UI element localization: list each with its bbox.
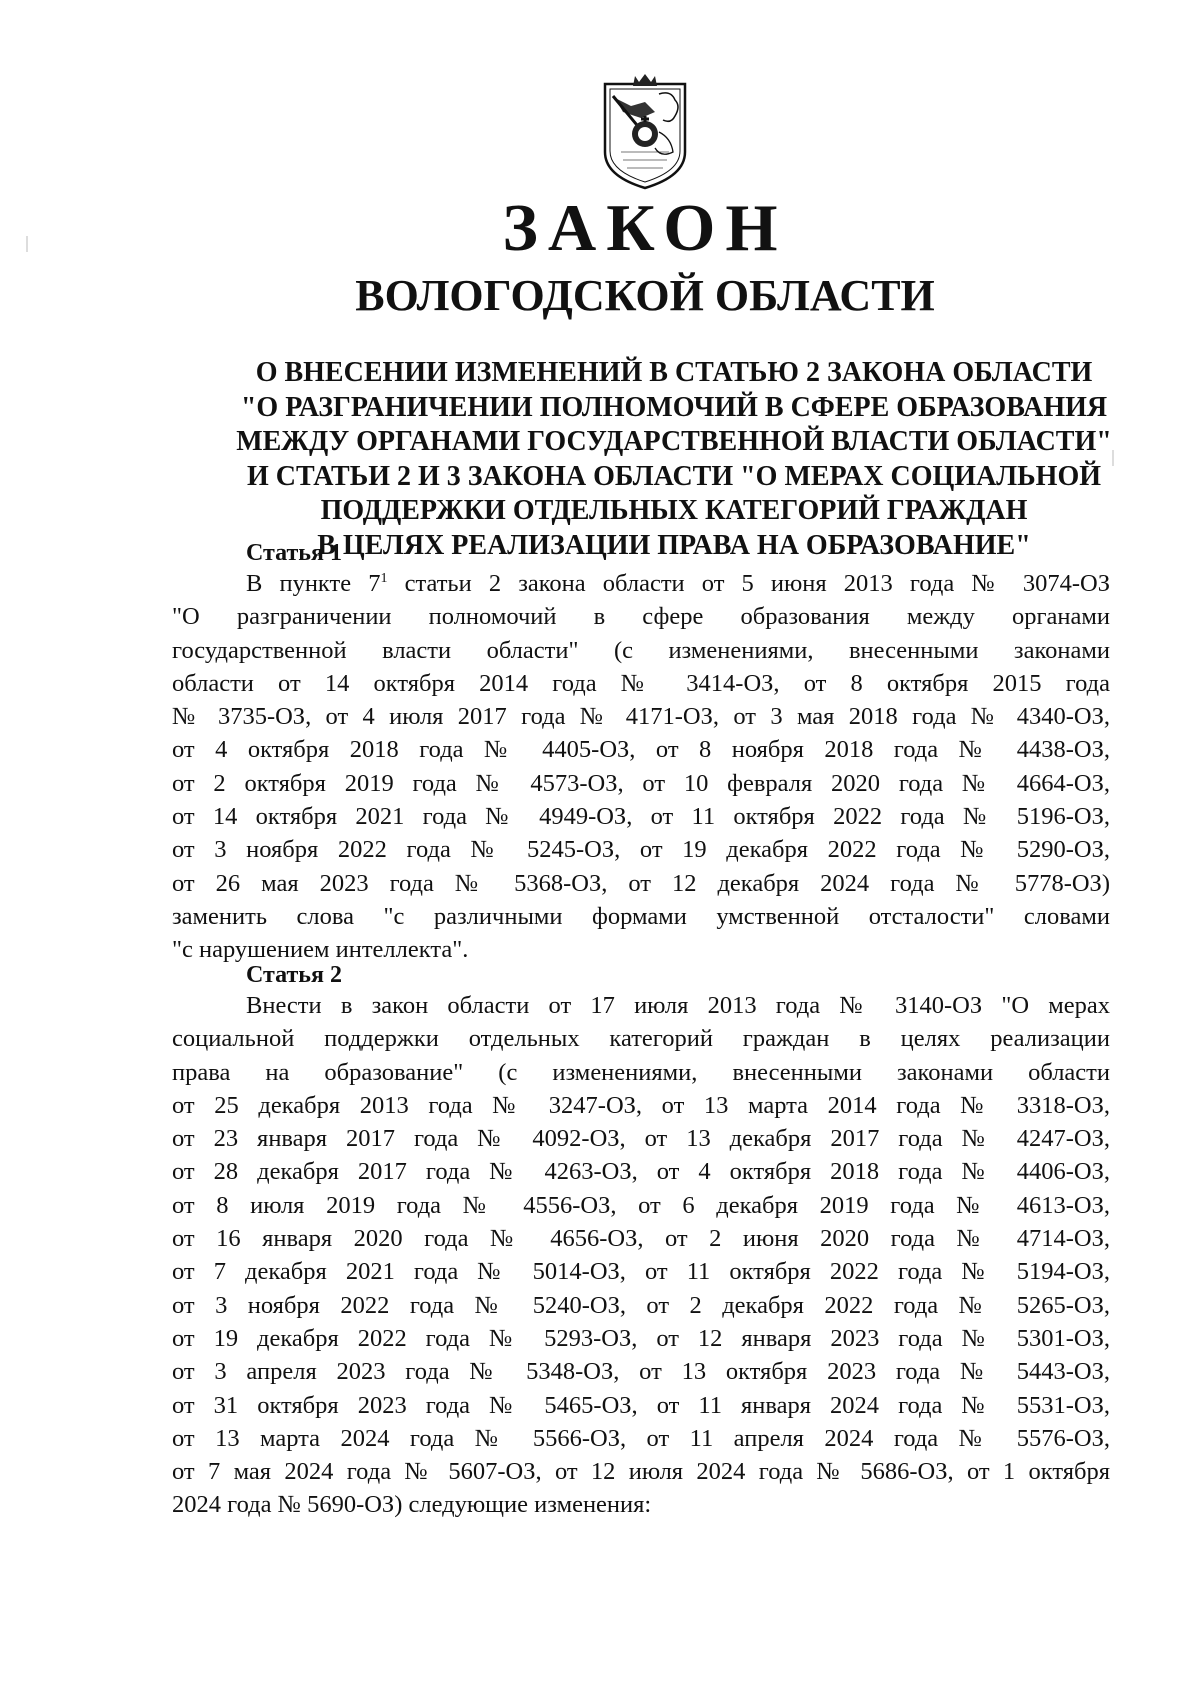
scan-mark [26, 236, 28, 252]
article-1-heading: Статья 1 [246, 540, 342, 566]
coat-of-arms-icon [601, 72, 689, 190]
paragraph-line: от 14 октября 2021 года № 4949-ОЗ, от 11 октября 2022 года № 5196-ОЗ, [172, 803, 1110, 831]
paragraph-line: права на образование" (с изменениями, внесенными законами области [172, 1058, 1110, 1086]
paragraph-line: № 3735-ОЗ, от 4 июля 2017 года № 4171-ОЗ, от 3 мая 2018 года № 4340-ОЗ, [172, 703, 1110, 731]
paragraph-line: от 31 октября 2023 года № 5465-ОЗ, от 11 января 2024 года № 5531-ОЗ, [172, 1391, 1110, 1419]
paragraph-line: от 4 октября 2018 года № 4405-ОЗ, от 8 ноября 2018 года № 4438-ОЗ, [172, 736, 1110, 764]
paragraph-line: от 19 декабря 2022 года № 5293-ОЗ, от 12 января 2023 года № 5301-ОЗ, [172, 1324, 1110, 1352]
paragraph-line: от 2 октября 2019 года № 4573-ОЗ, от 10 февраля 2020 года № 4664-ОЗ, [172, 769, 1110, 797]
subject-line: ПОДДЕРЖКИ ОТДЕЛЬНЫХ КАТЕГОРИЙ ГРАЖДАН [320, 495, 1028, 526]
paragraph-line: от 3 апреля 2023 года № 5348-ОЗ, от 13 октября 2023 года № 5443-ОЗ, [172, 1358, 1110, 1386]
region-title: ВОЛОГОДСКОЙ ОБЛАСТИ [355, 271, 935, 320]
article-1-text [172, 567, 1110, 967]
scan-mark [1112, 450, 1114, 466]
paragraph-line: от 8 июля 2019 года № 4556-ОЗ, от 6 декабря 2019 года № 4613-ОЗ, [172, 1191, 1110, 1219]
subject-line: В ЦЕЛЯХ РЕАЛИЗАЦИИ ПРАВА НА ОБРАЗОВАНИЕ" [317, 529, 1031, 561]
subject-line: О ВНЕСЕНИИ ИЗМЕНЕНИЙ В СТАТЬЮ 2 ЗАКОНА ОБЛАСТИ [255, 357, 1093, 388]
paragraph-line: области от 14 октября 2014 года № 3414-ОЗ, от 8 октября 2015 года [172, 669, 1110, 697]
article-2-heading: Статья 2 [246, 962, 342, 988]
law-title: ЗАКОН [502, 191, 788, 265]
paragraph-line: 2024 года № 5690-ОЗ) следующие изменения: [172, 1491, 652, 1519]
paragraph-line: от 25 декабря 2013 года № 3247-ОЗ, от 13 марта 2014 года № 3318-ОЗ, [172, 1091, 1110, 1119]
paragraph-line: от 3 ноября 2022 года № 5240-ОЗ, от 2 декабря 2022 года № 5265-ОЗ, [172, 1291, 1110, 1319]
paragraph-line: от 3 ноября 2022 года № 5245-ОЗ, от 19 декабря 2022 года № 5290-ОЗ, [172, 836, 1110, 864]
paragraph-line: от 23 января 2017 года № 4092-ОЗ, от 13 декабря 2017 года № 4247-ОЗ, [172, 1125, 1110, 1153]
paragraph-line: от 28 декабря 2017 года № 4263-ОЗ, от 4 октября 2018 года № 4406-ОЗ, [172, 1158, 1110, 1186]
paragraph-line: Внести в закон области от 17 июля 2013 года № 3140-ОЗ "О мерах [246, 992, 1110, 1019]
paragraph-line: В пункте $7^1$ статьи 2 закона области от 5 июня 2013 года № 3074-ОЗ [246, 570, 1110, 597]
paragraph-line: "с нарушением интеллекта". [172, 936, 469, 964]
paragraph-line: "О разграничении полномочий в сфере образования между органами [172, 603, 1110, 631]
subject-line: МЕЖДУ ОРГАНАМИ ГОСУДАРСТВЕННОЙ ВЛАСТИ ОБЛАСТИ" [236, 426, 1112, 457]
paragraph-line: государственной власти области" (с изменениями, внесенными законами [172, 636, 1110, 664]
subject-line: "О РАЗГРАНИЧЕНИИ ПОЛНОМОЧИЙ В СФЕРЕ ОБРАЗОВАНИЯ [240, 391, 1108, 423]
paragraph-line: от 13 марта 2024 года № 5566-ОЗ, от 11 апреля 2024 года № 5576-ОЗ, [172, 1424, 1110, 1452]
paragraph-line: от 16 января 2020 года № 4656-ОЗ, от 2 июня 2020 года № 4714-ОЗ, [172, 1225, 1110, 1253]
paragraph-line: социальной поддержки отдельных категорий граждан в целях реализации [172, 1025, 1110, 1053]
subject-line: И СТАТЬИ 2 И 3 ЗАКОНА ОБЛАСТИ "О МЕРАХ СОЦИАЛЬНОЙ [246, 460, 1101, 492]
article-2-text [172, 989, 1110, 1522]
paragraph-line: заменить слова "с различными формами умственной отсталости" словами [172, 902, 1110, 930]
paragraph-line: от 26 мая 2023 года № 5368-ОЗ, от 12 декабря 2024 года № 5778-ОЗ) [172, 869, 1110, 897]
paragraph-line: от 7 декабря 2021 года № 5014-ОЗ, от 11 октября 2022 года № 5194-ОЗ, [172, 1258, 1110, 1286]
paragraph-line: от 7 мая 2024 года № 5607-ОЗ, от 12 июля 2024 года № 5686-ОЗ, от 1 октября [172, 1458, 1110, 1486]
law-subject [150, 356, 1150, 563]
